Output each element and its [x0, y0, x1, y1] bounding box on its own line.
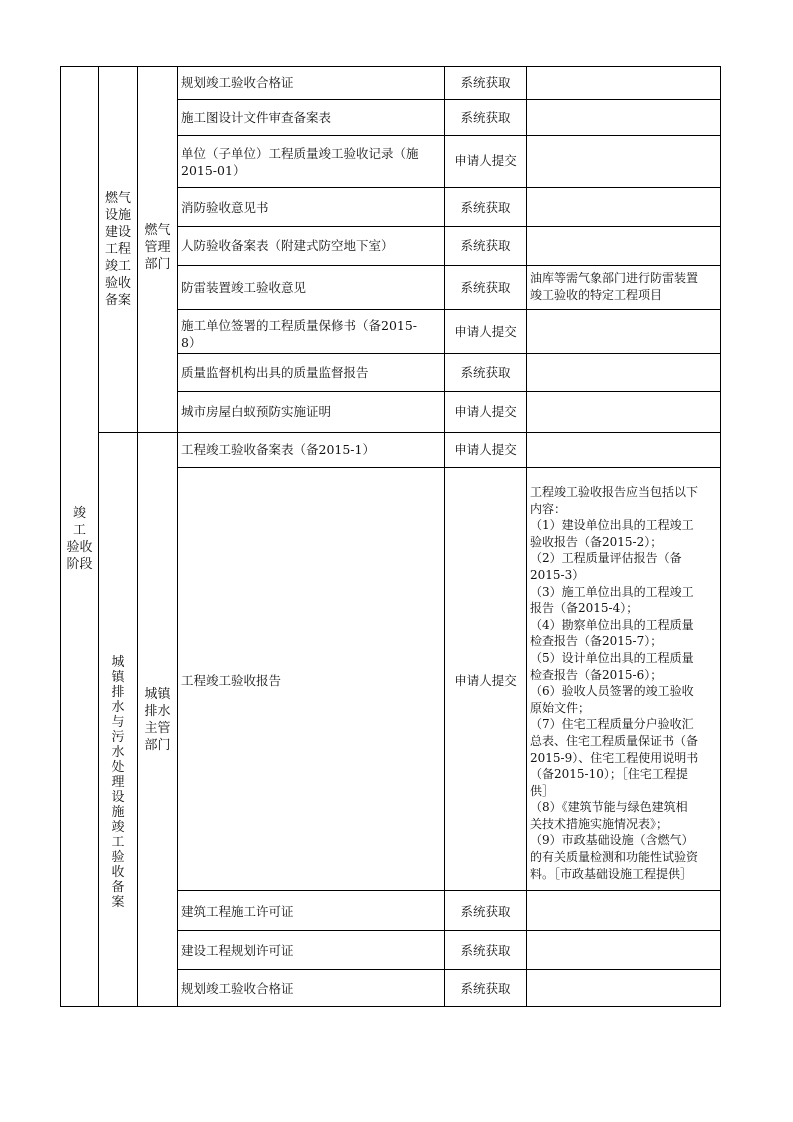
row-divider	[177, 265, 721, 266]
table-border-right	[720, 66, 721, 1007]
method-text: 申请人提交	[454, 324, 517, 339]
row-divider	[177, 226, 721, 227]
item-text: 工程竣工验收备案表（备2015-1）	[181, 442, 375, 457]
row-divider	[177, 99, 721, 100]
method-text: 系统获取	[460, 981, 511, 996]
department-drainage: 城镇 排水 主管 部门	[144, 687, 171, 753]
method-text: 系统获取	[460, 238, 511, 253]
method-text: 系统获取	[460, 200, 511, 215]
method-text: 申请人提交	[454, 153, 517, 168]
item-text: 工程竣工验收报告	[181, 673, 282, 688]
item-text: 建筑工程施工许可证	[181, 904, 294, 919]
row-divider	[177, 187, 721, 188]
item-text: 消防验收意见书	[181, 200, 269, 215]
row-divider	[177, 135, 721, 136]
table-border-bottom	[60, 1006, 721, 1007]
item-text: 规划竣工验收合格证	[181, 981, 294, 996]
method-text: 申请人提交	[454, 442, 517, 457]
method-text: 系统获取	[460, 280, 511, 295]
item-text: 防雷装置竣工验收意见	[181, 280, 307, 295]
group-divider	[98, 432, 721, 433]
method-text: 系统获取	[460, 904, 511, 919]
column-divider	[526, 66, 527, 1007]
column-divider	[177, 66, 178, 1007]
row-divider	[177, 353, 721, 354]
method-text: 系统获取	[460, 75, 511, 90]
method-text: 系统获取	[460, 110, 511, 125]
table-border-top	[60, 66, 721, 67]
method-text: 系统获取	[460, 943, 511, 958]
item-text: 施工单位签署的工程质量保修书（备2015- 8）	[181, 318, 418, 350]
item-text: 人防验收备案表（附建式防空地下室）	[181, 238, 394, 253]
item-text: 城市房屋白蚁预防实施证明	[181, 404, 332, 419]
item-text: 质量监督机构出具的质量监督报告	[181, 365, 369, 380]
stage-label: 竣 工 验收 阶段	[66, 506, 93, 572]
method-text: 申请人提交	[454, 673, 517, 688]
row-divider	[177, 890, 721, 891]
row-divider	[177, 969, 721, 970]
note-text: 油库等需气象部门进行防雷装置 竣工验收的特定工程项目	[530, 271, 699, 302]
item-text: 施工图设计文件审查备案表	[181, 110, 332, 125]
column-divider	[137, 66, 138, 1007]
method-text: 系统获取	[460, 365, 511, 380]
row-divider	[177, 309, 721, 310]
row-divider	[177, 467, 721, 468]
category-drainage: 城 镇 排 水 与 污 水 处 理 设 施 竣 工 验 收 备 案	[111, 655, 125, 910]
item-text: 规划竣工验收合格证	[181, 75, 294, 90]
department-gas: 燃气 管理 部门	[144, 223, 171, 272]
item-text: 建设工程规划许可证	[181, 943, 294, 958]
note-text: 工程竣工验收报告应当包括以下 内容： （1）建设单位出具的工程竣工 验收报告（备2015-2）； （2）工程质量评估报告（备 2015-3） （3）施工单位出具的工程竣工 报告（备2015-4）； （4）勘察单位出具的工程质量 检查报告（备2015-7）； （5）设计单位出具的工程质量 检查报告（备2015-6）； （6）验收人员签署的竣工验收 原始文件； （7）住宅工程质量分户验收汇 总表、住宅工程质量保证书（备 2015-9）、住宅工程使用说明书 （备2015-10）；［住宅工程提 供］ （8）《建筑节能与绿色建筑相 关技术措施实施情况表》； （9）市政基础设施（含燃气） 的有关质量检测和功能性试验资 料。［市政基础设施工程提供］	[530, 485, 699, 881]
item-text: 单位（子单位）工程质量竣工验收记录（施 2015-01）	[181, 146, 419, 178]
method-text: 申请人提交	[454, 404, 517, 419]
row-divider	[177, 391, 721, 392]
category-gas: 燃气 设施 建设 工程 竣工 验收 备案	[104, 191, 131, 308]
row-divider	[177, 930, 721, 931]
